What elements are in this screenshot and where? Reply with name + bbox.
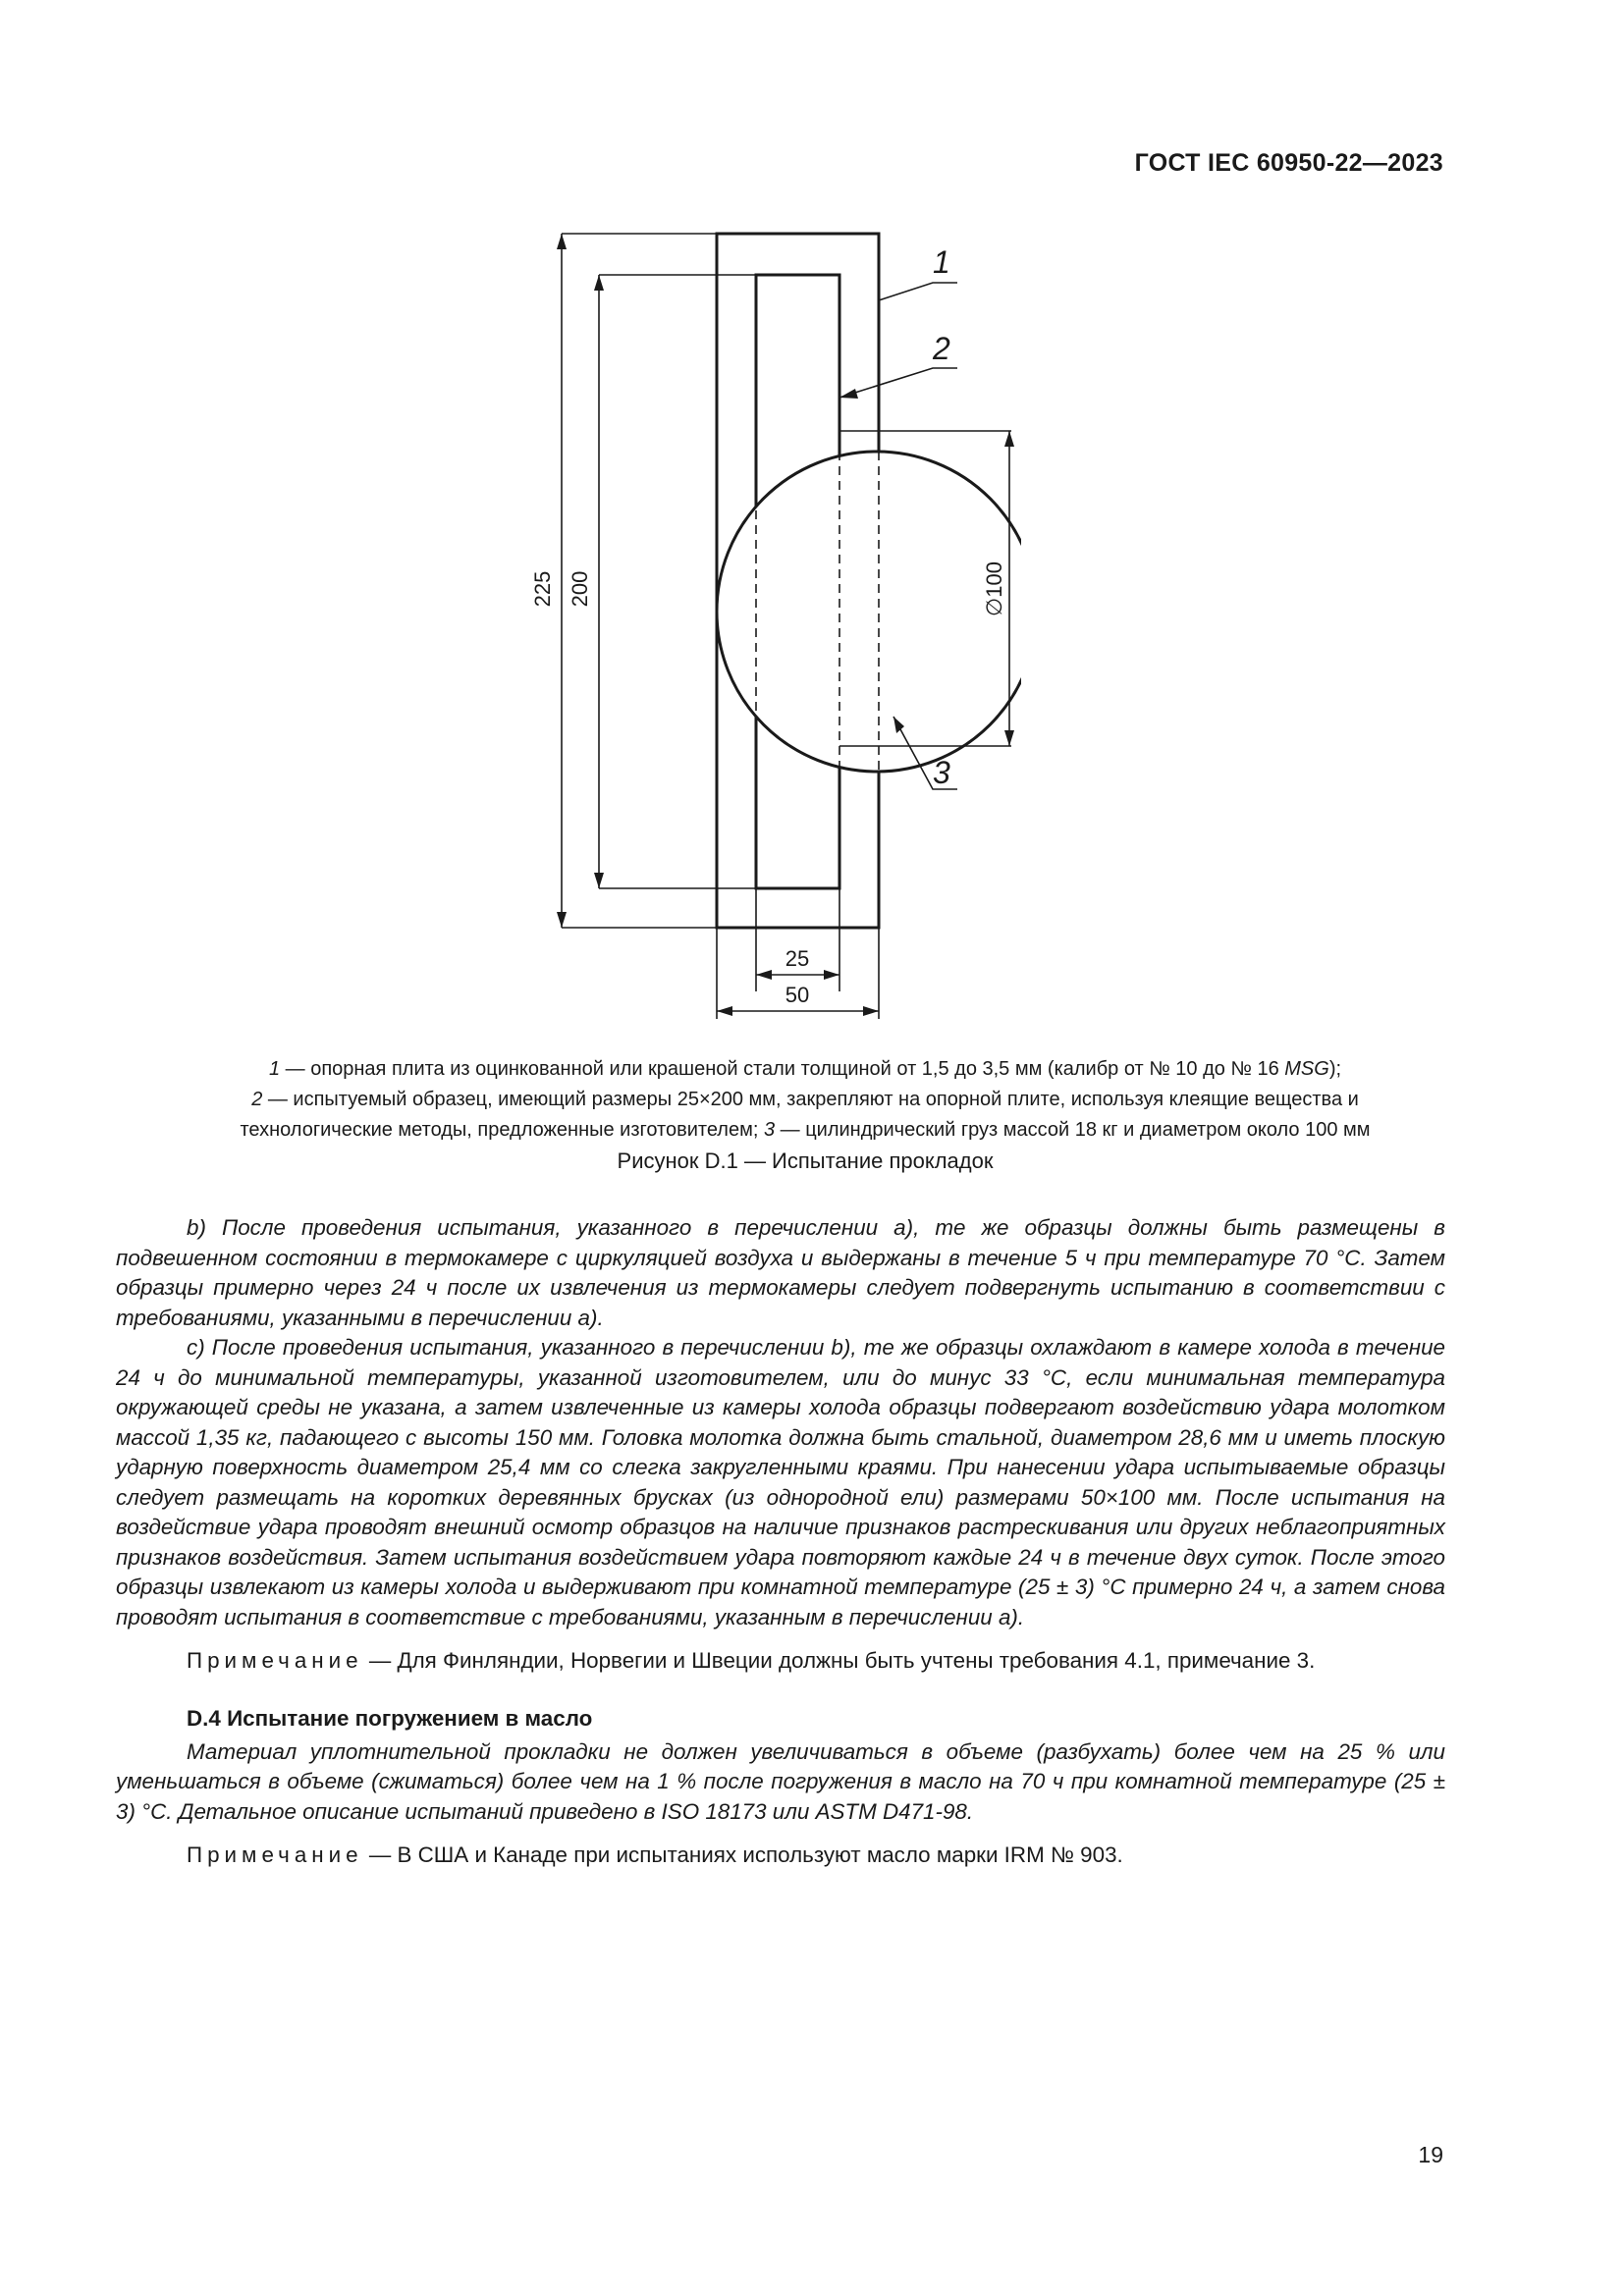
dim-label-200: 200 <box>568 570 592 608</box>
label-2: 2 <box>933 331 950 366</box>
note-1: Примечание — Для Финляндии, Норвегии и Швеции должны быть учтены требования 4.1, примечание 3. <box>187 1648 1316 1673</box>
document-header: ГОСТ IEC 60950-22—2023 <box>1134 149 1443 177</box>
label-1: 1 <box>933 244 950 280</box>
dim-label-50: 50 <box>785 983 810 1007</box>
section-title: D.4 Испытание погружением в масло <box>187 1705 593 1731</box>
document-body <box>116 1213 1445 1871</box>
dim-label-100: ∅100 <box>982 561 1006 616</box>
paragraph-d4: Материал уплотнительной прокладки не должен увеличиваться в объеме (разбухать) более чем на 25 % или уменьшаться в объеме (сжиматься) более чем на 1 % после погружения в масло на 70 ч при комнатной температуре (25 ± 3) °С. Детальное описание испытаний приведено в ISO 18173 или ASTM D471-98. <box>116 1738 1445 1824</box>
cylindrical-weight <box>717 452 1021 772</box>
page-number: 19 <box>1418 2142 1443 2167</box>
leader-1 <box>879 283 957 300</box>
dim-label-25: 25 <box>785 946 810 971</box>
figure-caption: Рисунок D.1 — Испытание прокладок <box>617 1148 994 1173</box>
legend-line-1: 1 — опорная плита из оцинкованной или крашеной стали толщиной от 1,5 до 3,5 мм (калибр от № 10 до № 16 MSG); <box>268 1058 1342 1080</box>
gasket-test-diagram <box>511 226 1021 1031</box>
label-3: 3 <box>933 755 950 790</box>
note-2: Примечание — В США и Канаде при испытаниях используют масло марки IRM № 903. <box>187 1842 1123 1867</box>
paragraph-b: b) После проведения испытания, указанного в перечислении а), те же образцы должны быть размещены в подвешенном состоянии в термокамере с циркуляцией воздуха и выдержаны в течение 5 ч при температуре 70 °С. Затем образцы примерно через 24 ч после их извлечения из термокамеры следует подвергнуть испытанию в соответствии с требованиями, указанными в перечислении а). <box>116 1215 1445 1330</box>
dim-label-225: 225 <box>530 570 555 608</box>
figure-legend <box>147 1054 1463 1146</box>
figure-d1-drawing <box>511 226 1021 1031</box>
legend-line-2: 2 — испытуемый образец, имеющий размеры 25×200 мм, закрепляют на опорной плите, используя клеящие вещества и <box>251 1089 1359 1110</box>
leader-2 <box>839 368 957 398</box>
legend-line-3: технологические методы, предложенные изготовителем; 3 — цилиндрический груз массой 18 кг и диаметром около 100 мм <box>240 1119 1371 1141</box>
paragraph-c: c) После проведения испытания, указанного в перечислении b), те же образцы охлаждают в камере холода в течение 24 ч до минимальной температуры, указанной изготовителем, или до минус 33 °С, если минимальная температура окружающей среды не указана, а затем извлеченные из камеры холода образцы подвергают воздействию удара молотком массой 1,35 кг, падающего с высоты 150 мм. Головка молотка должна быть стальной, диаметром 28,6 мм и иметь плоскую ударную поверхность диаметром 25,4 мм со слегка закругленными краями. При нанесении удара испытываемые образцы следует размещать на коротких деревянных брусках (из однородной ели) размерами 50×100 мм. После испытания на воздействие удара проводят внешний осмотр образцов на наличие признаков растрескивания или других неблагоприятных признаков воздействия. Затем испытания воздействием удара повторяют каждые 24 ч в течение двух суток. После этого образцы извлекают из камеры холода и выдерживают при комнатной температуре (25 ± 3) °С примерно 24 ч, а затем снова проводят испытания в соответствие с требованиями, указанным в перечислении а). <box>116 1335 1445 1629</box>
